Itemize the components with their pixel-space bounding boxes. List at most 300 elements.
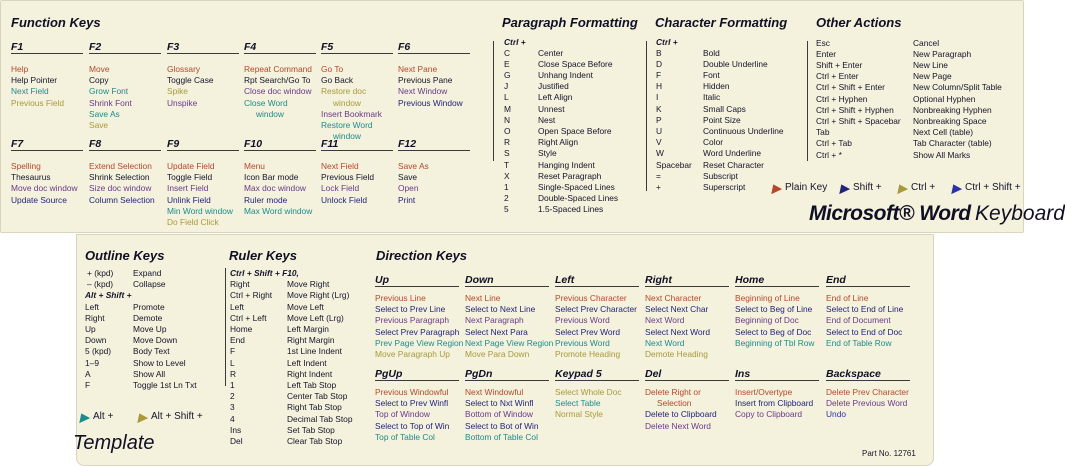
other-action-action: Optional Hyphen <box>913 93 976 104</box>
outline-action: Show All <box>133 368 166 379</box>
function-key-action: Help Pointer <box>11 75 58 86</box>
paragraph-key: 2 <box>504 193 509 204</box>
character-key: Spacebar <box>656 159 692 170</box>
function-key-action: Previous Field <box>11 97 65 108</box>
paragraph-action: Single-Spaced Lines <box>538 181 615 192</box>
character-action: Word Underline <box>703 148 762 159</box>
function-key-action: Save <box>89 120 109 131</box>
red-arrow-icon <box>768 181 782 193</box>
legend-alt-shift: Alt + Shift + <box>135 411 203 422</box>
character-action: Reset Character <box>703 159 764 170</box>
function-key-action: Max Word window <box>244 205 313 216</box>
function-key-action: Go Back <box>321 75 354 86</box>
legend-ctrl: Ctrl + <box>895 182 935 193</box>
direction-action: Next Character <box>645 293 702 303</box>
paragraph-key: 1 <box>504 181 509 192</box>
direction-action: Next Paragraph <box>465 315 524 326</box>
character-key: I <box>656 92 659 103</box>
direction-key-del-actions <box>645 387 717 432</box>
paragraph-formatting-title: Paragraph Formatting <box>502 15 638 30</box>
direction-key-backspace-actions <box>826 387 909 421</box>
direction-action: Beginning of Tbl Row <box>735 337 815 348</box>
direction-action: Select to Beg of Doc <box>735 326 812 337</box>
outline-action: Collapse <box>133 279 166 290</box>
direction-key-keypad-5-head: Keypad 5 <box>555 368 639 381</box>
direction-key-home-actions <box>735 293 814 349</box>
ruler-action: Move Left (Lrg) <box>287 312 344 323</box>
paragraph-key: L <box>504 92 509 103</box>
direction-action: Select Next Para <box>465 326 528 337</box>
direction-action: Select to End of Line <box>826 304 904 315</box>
outline-action: Promote <box>133 301 165 312</box>
function-key-action: Size doc window <box>89 183 152 194</box>
function-key-action: Next Pane <box>398 64 438 74</box>
function-key-f12-head: F12 <box>398 138 470 151</box>
paragraph-key: C <box>504 47 511 58</box>
ruler-key: Ctrl + Right <box>230 290 273 301</box>
function-key-action: Glossary <box>167 64 201 74</box>
ruler-key: Del <box>230 436 243 446</box>
bottom-card <box>73 234 934 466</box>
outline-key: Left <box>85 301 99 312</box>
direction-action: Select Next Word <box>645 326 711 337</box>
other-action-key: Tab <box>816 127 830 138</box>
function-key-f3-actions <box>167 64 214 109</box>
character-action: Color <box>703 137 724 148</box>
other-action-key: Esc <box>816 37 830 48</box>
ruler-action: Move Right (Lrg) <box>287 290 350 301</box>
microsoft-word-logo: Microsoft® Word Keyboard <box>809 202 1065 225</box>
direction-action: Beginning of Doc <box>735 315 799 326</box>
direction-key-end-actions <box>826 293 903 349</box>
divider <box>493 41 494 161</box>
direction-action: End of Line <box>826 293 869 303</box>
paragraph-action: Center <box>538 47 564 58</box>
function-key-action: Ruler mode <box>244 194 288 205</box>
function-key-action: Do Field Click <box>167 217 219 228</box>
direction-action: Select Whole Doc <box>555 387 622 397</box>
outline-key: Right <box>85 312 105 323</box>
outline-key: Down <box>85 335 107 346</box>
part-number: Part No. 12761 <box>862 449 916 458</box>
direction-action: Select to Prev Winfl <box>375 398 449 409</box>
function-key-f1-head: F1 <box>11 41 83 54</box>
outline-keys-title: Outline Keys <box>85 248 165 263</box>
character-action: Small Caps <box>703 103 746 114</box>
direction-action: Insert/Overtype <box>735 387 793 397</box>
ruler-keys-title: Ruler Keys <box>229 248 297 263</box>
other-action-action: New Page <box>913 71 952 82</box>
template-label: Template <box>73 432 155 454</box>
ruler-key: F <box>230 346 236 357</box>
function-key-action: Column Selection <box>89 194 155 205</box>
paragraph-action: Right Align <box>538 137 579 148</box>
direction-action: Delete Previous Word <box>826 398 908 409</box>
direction-action: Insert from Clipboard <box>735 398 814 409</box>
other-action-key: Enter <box>816 48 837 59</box>
direction-key-pgup-head: PgUp <box>375 368 459 381</box>
direction-key-up-head: Up <box>375 274 459 287</box>
function-key-action: Update Source <box>11 194 67 205</box>
direction-keys-title: Direction Keys <box>376 248 468 263</box>
direction-action: Select Prev Paragraph <box>375 326 460 337</box>
outline-key: A <box>85 368 91 379</box>
other-actions-title: Other Actions <box>816 15 902 30</box>
direction-action: Previous Word <box>555 315 610 326</box>
ruler-action: Decimal Tab Stop <box>287 413 353 424</box>
ruler-action: Center Tab Stop <box>287 391 348 402</box>
character-key: P <box>656 114 662 125</box>
function-key-action: Rpt Search/Go To <box>244 75 311 86</box>
direction-action: Select Prev Word <box>555 326 621 337</box>
character-action: Subscript <box>703 170 738 181</box>
direction-action: Bottom of Table Col <box>465 431 538 442</box>
ruler-action: Left Indent <box>287 357 327 368</box>
function-key-action: Close Word <box>244 97 288 108</box>
other-action-action: Nonbreaking Space <box>913 115 987 126</box>
ruler-key: Left <box>230 301 244 312</box>
character-key: F <box>656 69 662 80</box>
direction-action: Move Paragraph Up <box>375 349 450 360</box>
paragraph-action: Close Space Before <box>538 58 613 69</box>
direction-action: Prev Page View Region <box>375 337 464 348</box>
paragraph-action: Unnest <box>538 103 565 114</box>
direction-action: Delete Prev Character <box>826 387 909 397</box>
character-action: Double Underline <box>703 58 768 69</box>
direction-key-pgup-actions <box>375 387 449 443</box>
character-formatting-title: Character Formatting <box>655 15 788 30</box>
direction-action: Delete to Clipboard <box>645 409 717 420</box>
paragraph-action: Nest <box>538 114 556 125</box>
function-key-f4-actions <box>244 64 312 120</box>
direction-action: Next Word <box>645 315 685 326</box>
ruler-key: Home <box>230 324 253 334</box>
paragraph-action: Reset Paragraph <box>538 170 602 181</box>
function-key-action: Grow Font <box>89 86 129 97</box>
ruler-action: Right Tab Stop <box>287 402 342 413</box>
divider <box>807 41 808 161</box>
ruler-key: 1 <box>230 380 235 390</box>
direction-key-end-head: End <box>826 274 910 287</box>
character-key: W <box>656 148 664 159</box>
function-key-f9-actions <box>167 161 233 228</box>
function-key-action: Unlink Field <box>167 194 211 205</box>
direction-action: Demote Heading <box>645 349 708 360</box>
direction-action: Next Line <box>465 293 501 303</box>
function-key-action: Next Field <box>321 161 359 171</box>
ruler-action: Set Tab Stop <box>287 424 335 435</box>
olive-arrow-icon <box>894 181 908 193</box>
function-key-f8-head: F8 <box>89 138 161 151</box>
direction-action: Top of Window <box>375 409 430 420</box>
function-key-action: Unspike <box>167 97 198 108</box>
paragraph-key: R <box>504 137 511 148</box>
other-action-key: Ctrl + Shift + Hyphen <box>816 104 894 115</box>
olive-arrow-icon <box>134 410 148 422</box>
outline-action: Move Up <box>133 324 167 334</box>
outline-action: Show to Level <box>133 357 186 368</box>
outline-key: 1–9 <box>85 357 99 368</box>
other-action-action: Show All Marks <box>913 149 971 160</box>
character-key: U <box>656 125 663 136</box>
direction-action: Select Prev Character <box>555 304 637 315</box>
direction-action: Select Table <box>555 398 601 409</box>
character-key: D <box>656 58 663 69</box>
function-key-f8-actions <box>89 161 155 206</box>
function-key-action: Go To <box>321 64 344 74</box>
character-action: Font <box>703 69 720 80</box>
function-key-f5-head: F5 <box>321 41 393 54</box>
function-key-f3-head: F3 <box>167 41 239 54</box>
function-key-action: Max doc window <box>244 183 306 194</box>
ruler-action: Right Margin <box>287 335 335 346</box>
other-action-key: Ctrl + Shift + Enter <box>816 82 885 93</box>
paragraph-key: E <box>504 58 510 69</box>
paragraph-action: Style <box>538 148 557 159</box>
paragraph-prefix: Ctrl + <box>504 37 526 47</box>
character-prefix: Ctrl + <box>656 37 678 47</box>
function-key-action: Copy <box>89 75 109 86</box>
ruler-key: R <box>230 368 237 379</box>
function-key-action: Move doc window <box>11 183 78 194</box>
paragraph-key: N <box>504 114 511 125</box>
other-action-key: Ctrl + Shift + Spacebar <box>816 115 901 126</box>
function-key-action: Update Field <box>167 161 215 171</box>
ruler-key: Right <box>230 279 250 290</box>
function-key-action: Unlock Field <box>321 194 368 205</box>
direction-key-right-actions <box>645 293 710 360</box>
function-key-f4-head: F4 <box>244 41 316 54</box>
function-key-action: Save <box>398 172 418 183</box>
direction-action: Select Next Char <box>645 304 709 315</box>
character-action: Superscript <box>703 181 746 192</box>
direction-action: Select to Beg of Line <box>735 304 813 315</box>
direction-action: Select to End of Doc <box>826 326 903 337</box>
direction-action: Move Para Down <box>465 349 530 360</box>
other-action-key: Ctrl + Tab <box>816 138 852 149</box>
divider <box>646 41 647 191</box>
function-key-f7-actions <box>11 161 78 206</box>
character-key: V <box>656 137 662 148</box>
function-key-f2-actions <box>89 64 132 131</box>
ruler-subhead: Ctrl + Shift + F10, <box>230 268 299 278</box>
direction-action: Previous Character <box>555 293 627 303</box>
ruler-key: 2 <box>230 391 235 402</box>
direction-key-home-head: Home <box>735 274 819 287</box>
direction-key-pgdn-actions <box>465 387 539 443</box>
direction-key-keypad-5-actions <box>555 387 622 421</box>
function-key-action: Save As <box>89 108 120 119</box>
direction-action: Bottom of Window <box>465 409 533 420</box>
function-key-f6-actions <box>398 64 463 109</box>
character-key: + <box>656 181 661 192</box>
ruler-key: Ctrl + Left <box>230 312 267 323</box>
function-key-action: Thesaurus <box>11 172 51 183</box>
direction-action: Copy to Clipboard <box>735 409 803 420</box>
function-key-action: Extend Selection <box>89 161 152 171</box>
function-key-action: Icon Bar mode <box>244 172 299 183</box>
character-action: Continuous Underline <box>703 125 784 136</box>
function-key-f11-actions <box>321 161 374 206</box>
function-key-action: Save As <box>398 161 429 171</box>
function-key-action: Move <box>89 64 110 74</box>
function-key-f5-actions <box>321 64 382 142</box>
function-key-action: Restore doc <box>321 86 367 97</box>
ruler-key: 4 <box>230 413 235 424</box>
function-key-f11-head: F11 <box>321 138 393 151</box>
outline-action: Expand <box>133 268 162 278</box>
paragraph-key: 5 <box>504 204 509 215</box>
other-action-action: Next Cell (table) <box>913 127 974 138</box>
direction-action: Previous Windowful <box>375 387 449 397</box>
other-action-key: Ctrl + * <box>816 149 842 160</box>
function-key-action: Print <box>398 194 416 205</box>
legend-shift: Shift + <box>837 182 882 193</box>
function-key-f10-actions <box>244 161 312 217</box>
direction-action: Selection <box>657 398 692 409</box>
function-key-action: window <box>333 131 361 142</box>
function-keys-title: Function Keys <box>11 15 101 30</box>
function-key-f9-head: F9 <box>167 138 239 151</box>
other-action-key: Ctrl + Enter <box>816 71 859 82</box>
function-key-action: Lock Field <box>321 183 360 194</box>
outline-key: – (kpd) <box>87 279 114 290</box>
function-key-action: Help <box>11 64 29 74</box>
paragraph-key: J <box>504 81 509 92</box>
outline-action: Toggle 1st Ln Txt <box>133 380 197 390</box>
legend-alt: Alt + <box>77 411 113 422</box>
blue-arrow-icon <box>948 181 962 193</box>
direction-key-down-actions <box>465 293 553 360</box>
direction-action: Next Page View Region <box>465 337 554 348</box>
other-action-action: New Line <box>913 59 948 70</box>
function-key-action: Previous Window <box>398 97 463 108</box>
paragraph-action: Open Space Before <box>538 125 612 136</box>
paragraph-action: Hanging Indent <box>538 159 595 170</box>
direction-action: Select to Prev Line <box>375 304 446 315</box>
function-key-action: Previous Pane <box>398 75 453 86</box>
divider <box>225 268 226 386</box>
direction-key-pgdn-head: PgDn <box>465 368 549 381</box>
function-key-f12-actions <box>398 161 429 206</box>
direction-key-up-actions <box>375 293 463 360</box>
function-key-action: window <box>333 97 361 108</box>
direction-key-backspace-head: Backspace <box>826 368 910 381</box>
direction-key-down-head: Down <box>465 274 549 287</box>
character-key: B <box>656 47 662 58</box>
direction-key-left-actions <box>555 293 637 360</box>
navy-arrow-icon <box>836 181 850 193</box>
paragraph-key: O <box>504 125 511 136</box>
function-key-f6-head: F6 <box>398 41 470 54</box>
character-action: Point Size <box>703 114 741 125</box>
ruler-action: Right Indent <box>287 368 333 379</box>
direction-key-del-head: Del <box>645 368 729 381</box>
paragraph-key: M <box>504 103 511 114</box>
outline-key: F <box>85 380 91 390</box>
outline-action: Demote <box>133 312 163 323</box>
direction-action: Normal Style <box>555 409 603 420</box>
ruler-key: 3 <box>230 402 235 413</box>
character-action: Italic <box>703 92 721 103</box>
ruler-key: L <box>230 357 235 368</box>
paragraph-key: S <box>504 148 510 159</box>
legend-plain-key: Plain Key <box>769 182 827 193</box>
direction-key-right-head: Right <box>645 274 729 287</box>
direction-action: Beginning of Line <box>735 293 800 303</box>
direction-action: Select to Top of Win <box>375 420 450 431</box>
character-key: K <box>656 103 662 114</box>
function-key-action: Next Field <box>11 86 49 97</box>
other-action-key: Ctrl + Hyphen <box>816 93 868 104</box>
paragraph-key: T <box>504 159 510 170</box>
function-key-f10-head: F10 <box>244 138 316 151</box>
ruler-action: Clear Tab Stop <box>287 436 343 446</box>
function-key-action: Shrink Font <box>89 97 132 108</box>
function-key-action: Repeat Command <box>244 64 312 74</box>
outline-key: 5 (kpd) <box>85 346 112 357</box>
ruler-action: Left Margin <box>287 324 329 334</box>
function-key-action: Toggle Case <box>167 75 214 86</box>
function-key-action: Toggle Field <box>167 172 213 183</box>
function-key-action: Shrink Selection <box>89 172 150 183</box>
character-key: H <box>656 81 663 92</box>
direction-action: Previous Word <box>555 337 610 348</box>
direction-action: Undo <box>826 409 847 420</box>
direction-action: Next Windowful <box>465 387 524 397</box>
function-key-action: Spike <box>167 86 188 97</box>
ruler-action: Left Tab Stop <box>287 380 337 390</box>
outline-key: Up <box>85 324 96 334</box>
direction-action: End of Table Row <box>826 337 892 348</box>
direction-action: Delete Next Word <box>645 420 711 431</box>
outline-key: + (kpd) <box>87 268 114 278</box>
character-action: Bold <box>703 47 720 58</box>
function-key-action: Restore Word <box>321 120 373 131</box>
function-key-action: Menu <box>244 161 265 171</box>
ruler-action: 1st Line Indent <box>287 346 342 357</box>
outline-subhead: Alt + Shift + <box>85 290 132 301</box>
direction-action: Top of Table Col <box>375 431 435 442</box>
paragraph-key: X <box>504 170 510 181</box>
function-key-action: window <box>256 108 284 119</box>
ruler-action: Move Left <box>287 301 324 312</box>
paragraph-action: Double-Spaced Lines <box>538 193 619 204</box>
direction-action: Next Word <box>645 337 685 348</box>
other-action-action: Tab Character (table) <box>913 138 992 149</box>
ruler-key: Ins <box>230 424 242 435</box>
ruler-action: Move Right <box>287 279 330 290</box>
outline-action: Move Down <box>133 335 178 346</box>
direction-key-left-head: Left <box>555 274 639 287</box>
function-key-action: Insert Field <box>167 183 209 194</box>
paragraph-key: G <box>504 69 511 80</box>
other-action-action: New Column/Split Table <box>913 82 1002 93</box>
character-key: = <box>656 170 661 181</box>
function-key-action: Insert Bookmark <box>321 108 382 119</box>
direction-action: Previous Paragraph <box>375 315 450 326</box>
function-key-action: Next Window <box>398 86 448 97</box>
legend-ctrl-shift: Ctrl + Shift + <box>949 182 1021 193</box>
other-action-key: Shift + Enter <box>816 59 863 70</box>
function-key-action: Open <box>398 183 419 194</box>
direction-action: Delete Right or <box>645 387 701 397</box>
direction-action: End of Document <box>826 315 891 326</box>
other-action-action: Nonbreaking Hyphen <box>913 104 992 115</box>
direction-action: Select to Nxt Winfl <box>465 398 534 409</box>
ruler-key: End <box>230 335 245 346</box>
paragraph-action: Left Align <box>538 92 573 103</box>
